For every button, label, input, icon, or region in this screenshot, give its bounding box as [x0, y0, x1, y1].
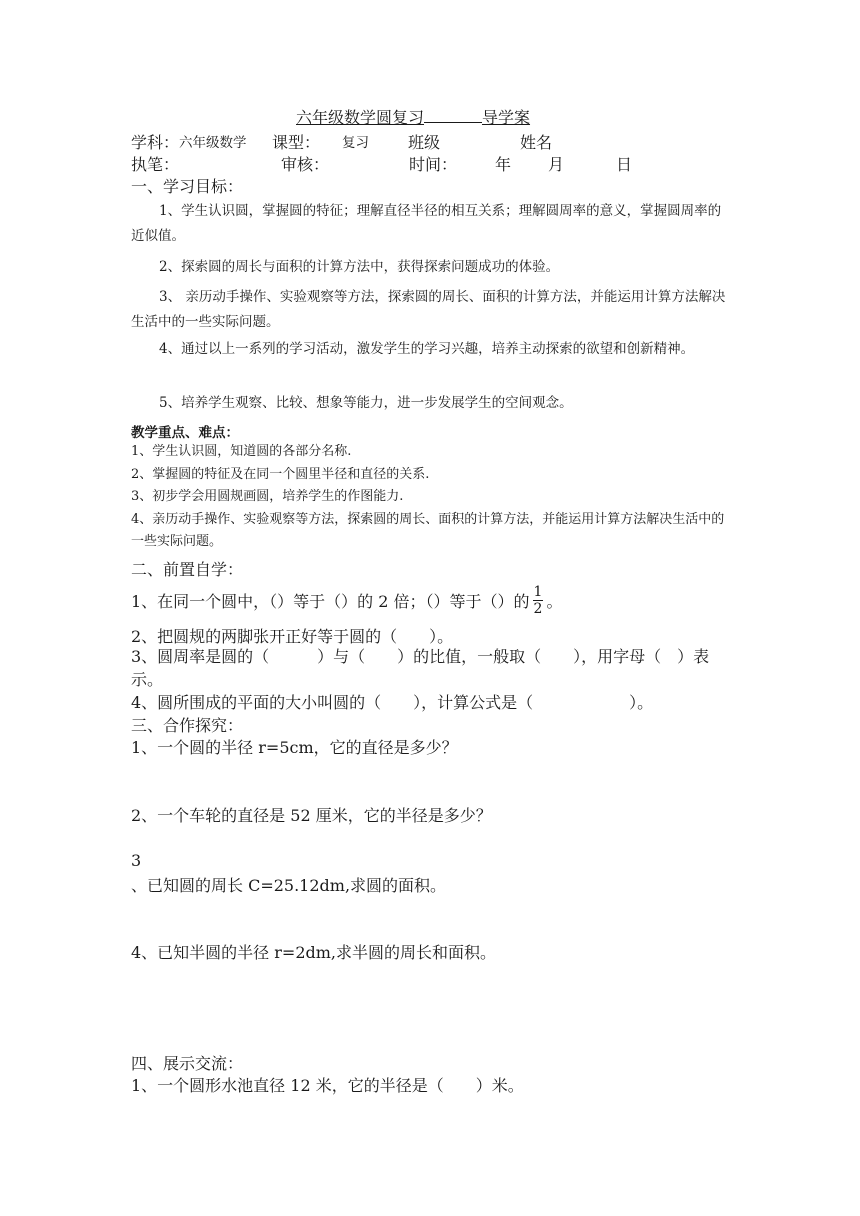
page-title: [296, 105, 530, 128]
explore-q2: 2、一个车轮的直径是 52 厘米，它的半径是多少？: [131, 806, 492, 825]
goal-1: 1、学生认识圆，掌握圆的特征；理解直径半径的相互关系；理解圆周率的意义，掌握圆周率的近似值。: [131, 203, 722, 244]
type-label: 课型：: [272, 133, 321, 152]
writer-label: 执笔：: [131, 155, 180, 174]
keypoint-item: 1、学生认识圆，知道圆的各部分名称.: [131, 444, 352, 459]
explore-q4: 4、已知半圆的半径 r=2dm,求半圆的周长和面积。: [131, 943, 497, 962]
keypoint-item: 4、亲历动手操作、实验观察等方法，探索圆的周长、面积的计算方法，并能运用计算方法解决生活中的一些实际问题。: [131, 511, 725, 549]
title-right: 导学案: [482, 108, 531, 127]
section2-heading: 二、前置自学：: [131, 560, 244, 579]
selfstudy-q1-text: 1、在同一个圆中，（）等于（）的 2 倍；（）等于（）的: [131, 592, 530, 611]
exchange-q1: 1、一个圆形水池直径 12 米，它的半径是（ ）米。: [131, 1076, 524, 1095]
explore-q3-number: 3: [131, 851, 142, 870]
section4-heading: 四、展示交流：: [131, 1054, 244, 1073]
selfstudy-q1-end: 。: [546, 592, 563, 611]
section1-heading: 一、学习目标：: [131, 177, 244, 196]
subject-label: 学科：: [131, 133, 180, 152]
fraction-numerator: 1: [533, 584, 543, 600]
goal-3: 3、 亲历动手操作、实验观察等方法，探索圆的周长、面积的计算方法，并能运用计算方法解决生活中的一些实际问题。: [131, 289, 726, 330]
fraction-denominator: 2: [533, 601, 543, 617]
title-left: 六年级数学圆复习: [296, 108, 425, 127]
fraction-one-half: [533, 584, 544, 617]
selfstudy-q1: [131, 584, 562, 617]
goal-5: 5、培养学生观察、比较、想象等能力，进一步发展学生的空间观念。: [159, 395, 573, 411]
keypoint-item: 3、初步学会用圆规画圆，培养学生的作图能力.: [131, 489, 404, 504]
goal-2: 2、探索圆的周长与面积的计算方法中，获得探索问题成功的体验。: [159, 259, 560, 275]
keypoint-item: 2、掌握圆的特征及在同一个圆里半径和直径的关系.: [131, 466, 430, 482]
name-label: 姓名: [520, 133, 553, 152]
month-label: 月: [548, 155, 565, 174]
day-label: 日: [616, 155, 633, 174]
keypoints-list: [131, 441, 736, 554]
title-underline-gap: [424, 108, 482, 123]
selfstudy-q4: 4、圆所围成的平面的大小叫圆的（ ），计算公式是（ ）。: [131, 693, 654, 712]
keypoints-heading: 教学重点、难点：: [131, 425, 239, 441]
selfstudy-q2: 2、把圆规的两脚张开正好等于圆的（ ）。: [131, 627, 454, 646]
explore-q1: 1、一个圆的半径 r=5cm，它的直径是多少？: [131, 738, 458, 757]
section3-heading: 三、合作探究：: [131, 716, 244, 735]
explore-q3: 、已知圆的周长 C=25.12dm,求圆的面积。: [131, 876, 447, 895]
goal-4: 4、通过以上一系列的学习活动，激发学生的学习兴趣，培养主动探索的欲望和创新精神。: [159, 341, 695, 357]
subject-value: 六年级数学: [179, 135, 247, 151]
reviewer-label: 审核：: [281, 155, 330, 174]
year-label: 年: [495, 155, 512, 174]
type-value: 复习: [342, 135, 369, 151]
class-label: 班级: [408, 133, 441, 152]
selfstudy-q3: 3、圆周率是圆的（ ）与（ ）的比值，一般取（ ），用字母（ ）表示。: [131, 647, 710, 689]
time-label: 时间：: [409, 155, 458, 174]
